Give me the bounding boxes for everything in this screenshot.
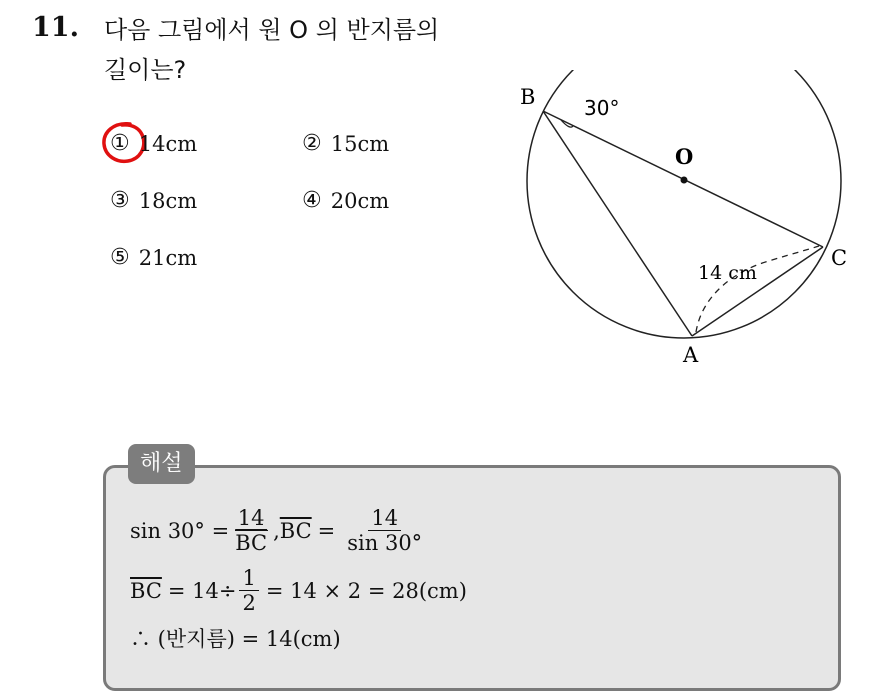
question-number: 11. — [32, 12, 79, 43]
l2-fraction — [239, 566, 258, 615]
label-o: O — [675, 144, 694, 169]
choice-1-number: ① — [110, 131, 130, 156]
choice-5-number: ⑤ — [110, 245, 130, 270]
label-b: B — [520, 85, 536, 109]
choice-5[interactable] — [110, 245, 197, 270]
l1-lhs: sin 30° = — [130, 518, 230, 543]
l2-num: 1 — [239, 566, 258, 591]
label-a: A — [683, 343, 699, 367]
l1-comma: , — [273, 518, 280, 543]
label-c: C — [831, 246, 848, 270]
question-text — [104, 10, 504, 90]
choice-3-label: 18cm — [138, 188, 198, 213]
question-text-line2: 길이는? — [104, 56, 187, 84]
l1-bc: $\overline{BC}$ — [279, 518, 312, 543]
l2-bc: $\overline{BC}$ — [130, 578, 162, 603]
l1-fraction-2 — [344, 506, 425, 555]
choice-1[interactable] — [110, 131, 197, 156]
l2-mid: = 14÷ — [167, 578, 237, 603]
l1-num: 14 — [235, 506, 268, 531]
length-label: 14 cm — [698, 262, 757, 284]
l1-fraction-1 — [232, 506, 270, 555]
circle-figure — [510, 70, 850, 380]
choice-2[interactable] — [302, 131, 389, 156]
segment-ba — [543, 111, 692, 336]
choice-3[interactable] — [110, 188, 197, 213]
l1-den2: sin 30° — [347, 531, 423, 555]
question-text-line1: 다음 그림에서 원 O 의 반지름의 — [104, 16, 440, 44]
choice-2-label: 15cm — [330, 131, 390, 156]
solution-line-3: ∴ (반지름) = 14(cm) — [130, 627, 341, 651]
l2-den: 2 — [242, 591, 256, 615]
l1-den: BC — [235, 531, 268, 555]
solution-line-1 — [130, 506, 428, 555]
circle-o — [527, 70, 841, 338]
center-point — [681, 177, 688, 184]
choice-1-label: 14cm — [138, 131, 198, 156]
l1-num2: 14 — [368, 506, 401, 531]
choice-2-number: ② — [302, 131, 322, 156]
solution-line-2 — [130, 566, 467, 615]
l1-eq: = — [317, 518, 336, 543]
choice-4[interactable] — [302, 188, 389, 213]
angle-arc — [561, 120, 573, 127]
angle-label: 30° — [584, 96, 620, 120]
solution-tag: 해설 — [128, 444, 195, 484]
choice-5-label: 21cm — [138, 245, 198, 270]
choice-4-label: 20cm — [330, 188, 390, 213]
choice-3-number: ③ — [110, 188, 130, 213]
l2-rest: = 14 × 2 = 28(cm) — [265, 578, 467, 603]
choice-4-number: ④ — [302, 188, 322, 213]
segment-ac — [692, 247, 823, 336]
